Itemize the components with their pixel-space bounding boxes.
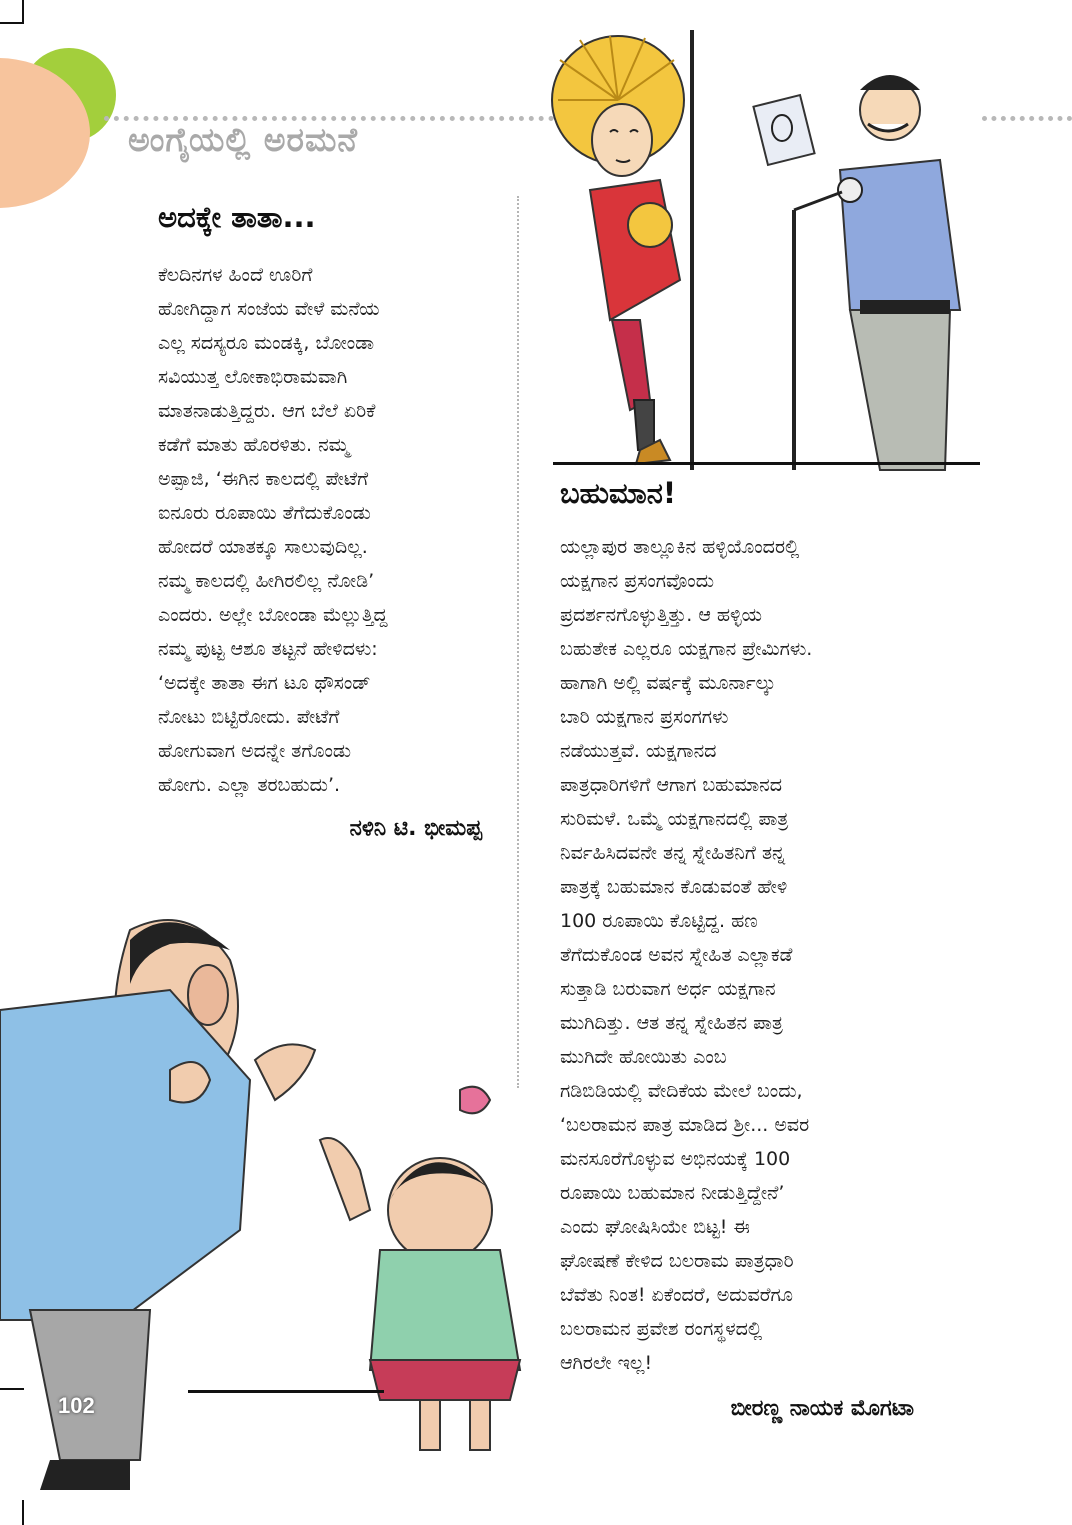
story-1-line: ಕಡೆಗೆ ಮಾತು ಹೊರಳಿತು. ನಮ್ಮ [158, 434, 350, 456]
story-1-line: ಕೆಲದಿನಗಳ ಹಿಂದೆ ಊರಿಗೆ [158, 264, 313, 286]
story-2-line: ಪಾತ್ರಧಾರಿಗಳಿಗೆ ಆಗಾಗ ಬಹುಮಾನದ [560, 774, 783, 796]
story-title-adakke-tata: ಅದಕ್ಕೇ ತಾತಾ... [158, 200, 316, 234]
story-1-line: ‘ಅದಕ್ಕೇ ತಾತಾ ಈಗ ಟೂ ಥೌಸಂಡ್ [158, 672, 371, 694]
story-1-line: ನಮ್ಮ ಪುಟ್ಟ ಆಶೂ ತಟ್ಟನೆ ಹೇಳಿದಳು: [158, 638, 378, 660]
story-title-bahumana: ಬಹುಮಾನ! [560, 476, 677, 510]
page-number: 102 [58, 1393, 95, 1418]
story-1-line: ಮಾತನಾಡುತ್ತಿದ್ದರು. ಆಗ ಬೆಲೆ ಏರಿಕೆ [158, 400, 376, 422]
story-1-line: ಹೋದರೆ ಯಾತಕ್ಕೂ ಸಾಲುವುದಿಲ್ಲ. [158, 536, 368, 558]
story-2-line: ಬಾರಿ ಯಕ್ಷಗಾನ ಪ್ರಸಂಗಗಳು [560, 706, 729, 728]
story-2-line: ತೆಗೆದುಕೊಂಡ ಅವನ ಸ್ನೇಹಿತ ಎಲ್ಲಾಕಡೆ [560, 944, 793, 966]
story-2-line: ಸುರಿಮಳೆ. ಒಮ್ಮೆ ಯಕ್ಷಗಾನದಲ್ಲಿ ಪಾತ್ರ [560, 808, 789, 830]
header-dotted-line-right [982, 116, 1072, 121]
story-2-line: ಯಲ್ಲಾಪುರ ತಾಲ್ಲೂಕಿನ ಹಳ್ಳಿಯೊಂದರಲ್ಲಿ [560, 536, 800, 558]
story-2-line: ಪ್ರದರ್ಶನಗೊಳ್ಳುತ್ತಿತ್ತು. ಆ ಹಳ್ಳಿಯ [560, 604, 762, 626]
story-2-line: ಬಹುತೇಕ ಎಲ್ಲರೂ ಯಕ್ಷಗಾನ ಪ್ರೇಮಿಗಳು. [560, 638, 813, 660]
story-2-line: ನಿರ್ವಹಿಸಿದವನೇ ತನ್ನ ಸ್ನೇಹಿತನಿಗೆ ತನ್ನ [560, 842, 786, 864]
story-1-line: ಎಲ್ಲ ಸದಸ್ಯರೂ ಮಂಡಕ್ಕಿ, ಬೋಂಡಾ [158, 332, 375, 354]
story-2-line: ‘ಬಲರಾಮನ ಪಾತ್ರ ಮಾಡಿದ ಶ್ರೀ... ಅವರ [560, 1114, 810, 1136]
crop-mark-top-left-h [0, 22, 24, 24]
story-2-line: ಆಗಿರಲೇ ಇಲ್ಲ! [560, 1352, 653, 1374]
section-title: ಅಂಗೈಯಲ್ಲಿ ಅರಮನೆ [128, 120, 359, 159]
story-2-line: ಸುತ್ತಾಡಿ ಬರುವಾಗ ಅರ್ಧ ಯಕ್ಷಗಾನ [560, 978, 776, 1000]
story-2-line: ಗಡಿಬಿಡಿಯಲ್ಲಿ ವೇದಿಕೆಯ ಮೇಲೆ ಬಂದು, [560, 1080, 803, 1102]
story-2-line: ಬೆವೆತು ನಿಂತ! ಏಕೆಂದರೆ, ಅದುವರೆಗೂ [560, 1284, 793, 1306]
story-1-line: ನಮ್ಮ ಕಾಲದಲ್ಲಿ ಹೀಗಿರಲಿಲ್ಲ ನೋಡಿ’ [158, 570, 375, 592]
story-1-line: ನೋಟು ಬಿಟ್ಟಿರೋದು. ಪೇಟೆಗೆ [158, 706, 340, 728]
story-1-line: ಅಪ್ಪಾಜಿ, ‘ಈಗಿನ ಕಾಲದಲ್ಲಿ ಪೇಟೆಗೆ [158, 468, 369, 490]
story-body-bahumana [560, 530, 812, 1380]
crop-mark-bottom-left [22, 1500, 24, 1525]
story-2-author: ಬೀರಣ್ಣ ನಾಯಕ ಮೊಗಟಾ [730, 1396, 914, 1421]
story-2-line: ನಡೆಯುತ್ತವೆ. ಯಕ್ಷಗಾನದ [560, 740, 717, 762]
story-1-line: ಸವಿಯುತ್ತ ಲೋಕಾಭಿರಾಮವಾಗಿ [158, 366, 348, 388]
story-2-line: ರೂಪಾಯಿ ಬಹುಮಾನ ನೀಡುತ್ತಿದ್ದೇನೆ’ [560, 1182, 785, 1204]
story-1-line: ಹೋಗು. ಎಲ್ಲಾ ತರಬಹುದು’. [158, 774, 341, 796]
illustration-floor-line-bottom [188, 1390, 384, 1393]
illustration-floor-line-top [553, 462, 980, 465]
story-2-line: ಮುಗಿದಿತ್ತು. ಆತ ತನ್ನ ಸ್ನೇಹಿತನ ಪಾತ್ರ [560, 1012, 783, 1034]
story-1-line: ಹೋಗುವಾಗ ಅದನ್ನೇ ತಗೊಂಡು [158, 740, 352, 762]
story-2-line: ಬಲರಾಮನ ಪ್ರವೇಶ ರಂಗಸ್ಥಳದಲ್ಲಿ [560, 1318, 763, 1340]
story-body-adakke-tata [158, 258, 388, 802]
story-2-line: ಹಾಗಾಗಿ ಅಲ್ಲಿ ವರ್ಷಕ್ಕೆ ಮೂರ್ನಾಲ್ಕು [560, 672, 776, 694]
story-1-line: ಐನೂರು ರೂಪಾಯಿ ತೆಗೆದುಕೊಂಡು [158, 502, 371, 524]
story-1-line: ಎಂದರು. ಅಲ್ಲೇ ಬೋಂಡಾ ಮೆಲ್ಲುತ್ತಿದ್ದ [158, 604, 388, 626]
story-1-author: ನಳಿನಿ ಟಿ. ಭೀಮಪ್ಪ [349, 816, 482, 841]
yakshagana-cartoon-illustration [550, 20, 990, 470]
story-1-line: ಹೋಗಿದ್ದಾಗ ಸಂಜೆಯ ವೇಳೆ ಮನೆಯ [158, 298, 380, 320]
story-2-line: ಪಾತ್ರಕ್ಕೆ ಬಹುಮಾನ ಕೊಡುವಂತೆ ಹೇಳಿ [560, 876, 788, 898]
crop-mark-top-left [22, 0, 24, 24]
story-2-line: 100 ರೂಪಾಯಿ ಕೊಟ್ಟಿದ್ದ. ಹಣ [560, 910, 758, 932]
story-2-line: ಮನಸೂರೆಗೊಳ್ಳುವ ಅಭಿನಯಕ್ಕೆ 100 [560, 1148, 791, 1170]
story-2-line: ಎಂದು ಘೋಷಿಸಿಯೇ ಬಿಟ್ಟ! ಈ [560, 1216, 750, 1238]
story-2-line: ಮುಗಿದೇ ಹೋಯಿತು ಎಂಬ [560, 1046, 727, 1068]
story-2-line: ಘೋಷಣೆ ಕೇಳಿದ ಬಲರಾಮ ಪಾತ್ರಧಾರಿ [560, 1250, 794, 1272]
story-2-line: ಯಕ್ಷಗಾನ ಪ್ರಸಂಗವೊಂದು [560, 570, 715, 592]
